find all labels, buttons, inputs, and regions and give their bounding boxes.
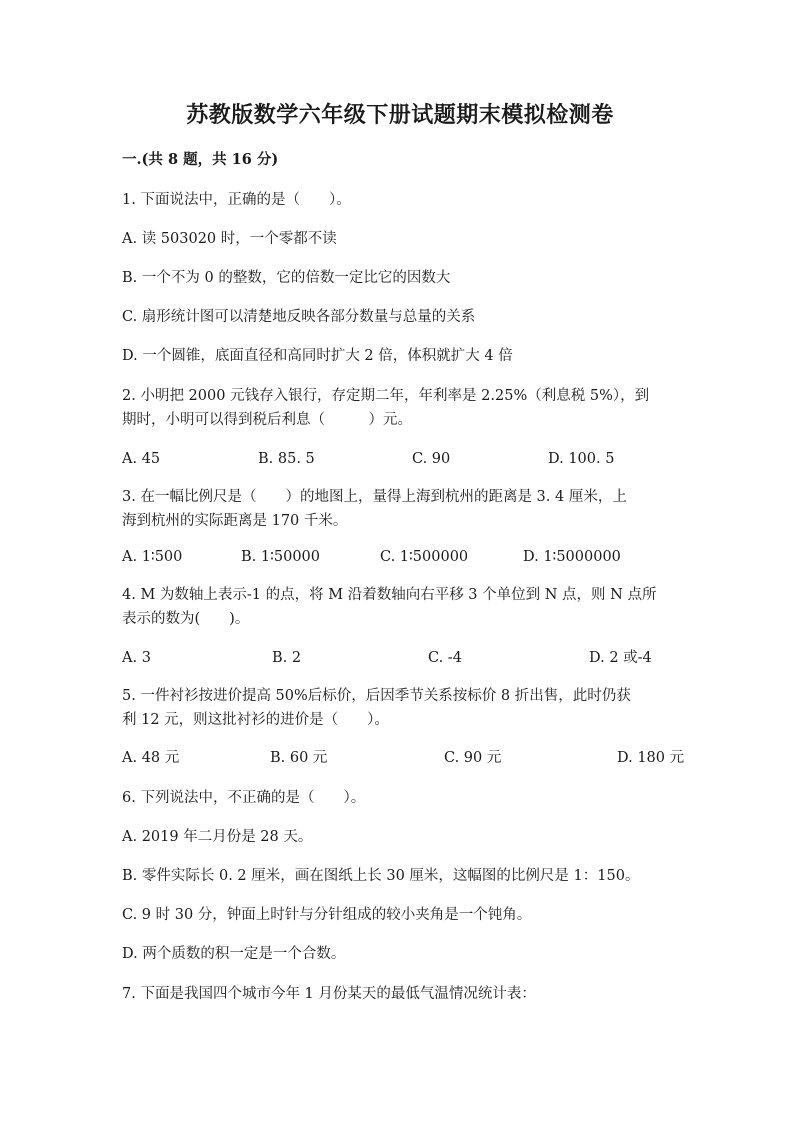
question-5-option-b: B. 60 元 [270, 750, 328, 766]
question-2-option-d: D. 100. 5 [548, 451, 615, 467]
question-5-option-d: D. 180 元 [617, 750, 685, 766]
question-4-stem-line-1: 4. M 为数轴上表示-1 的点，将 M 沿着数轴向右平移 3 个单位到 N 点，则 N 点所 [122, 587, 657, 603]
question-1-option-a: A. 读 503020 时，一个零都不读 [122, 231, 337, 247]
question-3-stem-line-2: 海到杭州的实际距离是 170 千米。 [122, 513, 348, 529]
question-3-option-c: C. 1∶500000 [380, 549, 469, 565]
question-6-option-d: D. 两个质数的积一定是一个合数。 [122, 946, 346, 962]
question-4-option-a: A. 3 [122, 650, 151, 666]
question-6-option-c: C. 9 时 30 分，钟面上时针与分针组成的较小夹角是一个钝角。 [122, 907, 532, 923]
question-5-option-a: A. 48 元 [122, 750, 180, 766]
question-2-option-b: B. 85. 5 [258, 451, 315, 467]
question-3-option-d: D. 1∶5000000 [523, 549, 621, 565]
question-5-option-c: C. 90 元 [444, 750, 502, 766]
question-1-option-d: D. 一个圆锥，底面直径和高同时扩大 2 倍，体积就扩大 4 倍 [122, 348, 513, 364]
question-6-option-a: A. 2019 年二月份是 28 天。 [122, 829, 313, 845]
question-2-option-a: A. 45 [122, 451, 161, 467]
page-title: 苏教版数学六年级下册试题期末模拟检测卷 [186, 102, 614, 128]
question-1-option-b: B. 一个不为 0 的整数，它的倍数一定比它的因数大 [122, 270, 451, 286]
question-7-stem: 7. 下面是我国四个城市今年 1 月份某天的最低气温情况统计表： [122, 986, 536, 1002]
question-3-option-a: A. 1∶500 [122, 549, 183, 565]
question-5-stem-line-1: 5. 一件衬衫按进价提高 50%后标价，后因季节关系按标价 8 折出售，此时仍获 [122, 688, 631, 704]
question-6-option-b: B. 零件实际长 0. 2 厘米，画在图纸上长 30 厘米，这幅图的比例尺是 1：150。 [122, 868, 640, 884]
question-4-option-b: B. 2 [272, 650, 302, 666]
question-4-option-d: D. 2 或-4 [589, 650, 652, 666]
question-5-stem-line-2: 利 12 元，则这批衬衫的进价是（ ）。 [122, 712, 389, 728]
question-1-option-c: C. 扇形统计图可以清楚地反映各部分数量与总量的关系 [122, 309, 476, 325]
question-4-stem-line-2: 表示的数为( )。 [122, 611, 250, 627]
question-3-option-b: B. 1∶50000 [241, 549, 320, 565]
question-1-stem: 1. 下面说法中，正确的是（ ）。 [122, 192, 351, 208]
question-2-stem-line-2: 期时，小明可以得到税后利息（ ）元。 [122, 412, 412, 428]
question-2-option-c: C. 90 [412, 451, 451, 467]
question-4-option-c: C. -4 [428, 650, 462, 666]
question-6-stem: 6. 下列说法中，不正确的是（ ）。 [122, 790, 366, 806]
question-2-stem-line-1: 2. 小明把 2000 元钱存入银行，存定期二年，年利率是 2.25%（利息税 5%），到 [122, 388, 650, 404]
question-3-stem-line-1: 3. 在一幅比例尺是（ ）的地图上，量得上海到杭州的距离是 3. 4 厘米，上 [122, 489, 627, 505]
section-heading: 一.(共 8 题，共 16 分) [122, 151, 279, 168]
